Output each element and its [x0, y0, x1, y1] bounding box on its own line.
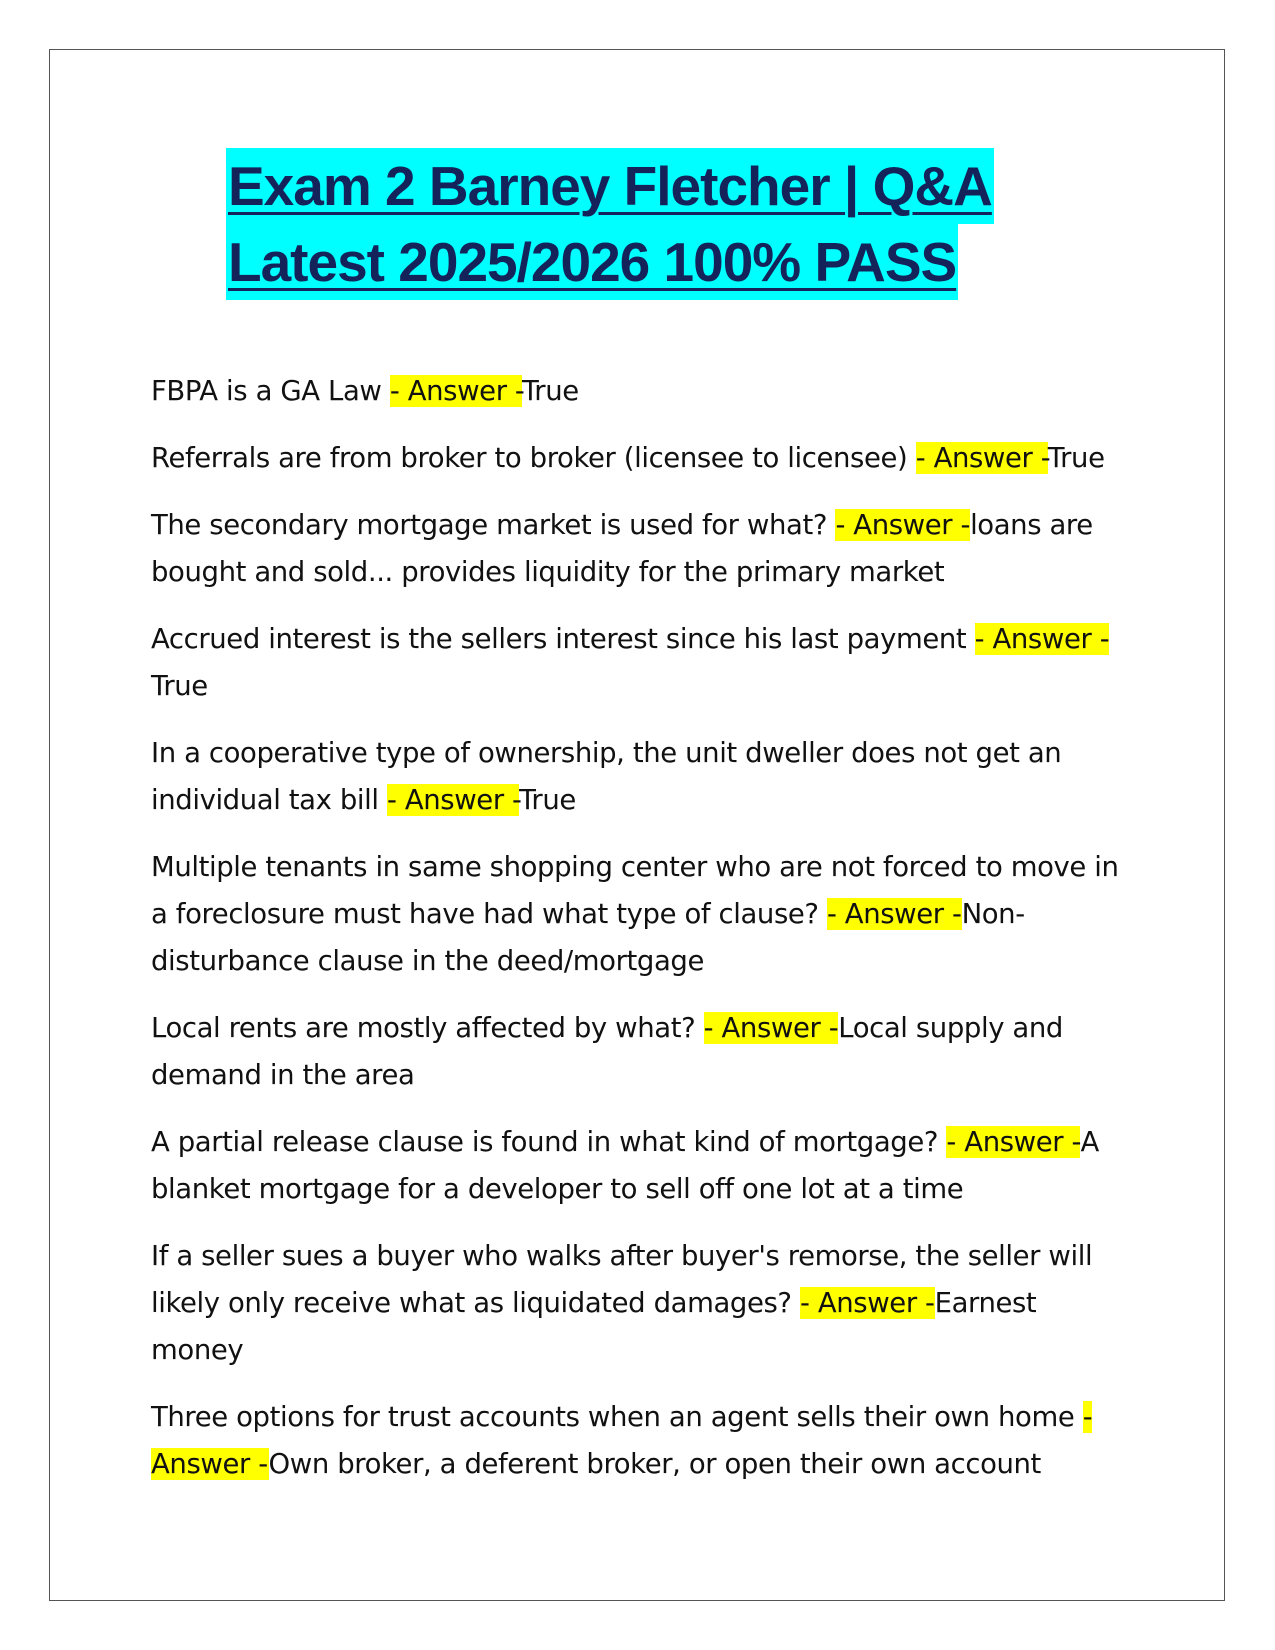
qa-item: [151, 435, 1121, 482]
qa-item: [151, 502, 1121, 596]
answer-marker: - Answer -: [799, 1287, 935, 1319]
question-text: A partial release clause is found in what kind of mortgage?: [151, 1126, 947, 1158]
qa-item: [151, 1394, 1121, 1488]
answer-marker: - Answer -: [946, 1126, 1081, 1158]
question-text: FBPA is a GA Law: [151, 375, 390, 407]
question-text: Accrued interest is the sellers interest since his last payment: [151, 623, 975, 655]
qa-item: [151, 368, 1121, 415]
question-text: Multiple tenants in same shopping center who are not forced to move in a foreclosure must have had what type of clause?: [151, 851, 1119, 930]
qa-item: [151, 1233, 1121, 1374]
qa-item: [151, 730, 1121, 824]
title-line-2: Latest 2025/2026 100% PASS: [226, 224, 958, 300]
qa-item: [151, 1119, 1121, 1213]
answer-text: Earnest money: [151, 1287, 1037, 1366]
answer-text: True: [151, 670, 208, 702]
answer-marker: - Answer -: [835, 509, 971, 541]
answer-text: True: [1047, 442, 1105, 474]
answer-text: A blanket mortgage for a developer to sell off one lot at a time: [151, 1126, 1099, 1205]
question-text: Referrals are from broker to broker (licensee to licensee): [151, 442, 916, 474]
answer-text: loans are bought and sold... provides liquidity for the primary market: [151, 509, 1093, 588]
answer-marker: - Answer -: [389, 375, 522, 407]
answer-text: Local supply and demand in the area: [151, 1012, 1063, 1091]
answer-text: True: [519, 784, 576, 816]
qa-item: [151, 616, 1121, 710]
title-line-1: Exam 2 Barney Fletcher | Q&A: [226, 148, 994, 224]
answer-text: Own broker, a deferent broker, or open their own account: [268, 1448, 1041, 1480]
document-title: [226, 148, 1066, 300]
qa-item: [151, 1005, 1121, 1099]
qa-item: [151, 844, 1121, 985]
question-text: Three options for trust accounts when an agent sells their own home: [151, 1401, 1083, 1433]
question-text: The secondary mortgage market is used for what?: [151, 509, 836, 541]
answer-text: True: [521, 375, 579, 407]
answer-marker: - Answer -: [915, 442, 1048, 474]
question-text: In a cooperative type of ownership, the unit dweller does not get an individual tax bill: [151, 737, 1062, 816]
answer-marker: - Answer -: [151, 1401, 1093, 1480]
qa-list: [151, 368, 1121, 1508]
answer-marker: - Answer -: [826, 898, 962, 930]
question-text: Local rents are mostly affected by what?: [151, 1012, 704, 1044]
answer-text: Non-disturbance clause in the deed/mortgage: [151, 898, 1025, 977]
answer-marker: - Answer -: [386, 784, 520, 816]
answer-marker: - Answer -: [703, 1012, 839, 1044]
question-text: If a seller sues a buyer who walks after buyer's remorse, the seller will likely only receive what as liquidated damages?: [151, 1240, 1093, 1319]
answer-marker: - Answer -: [974, 623, 1110, 655]
